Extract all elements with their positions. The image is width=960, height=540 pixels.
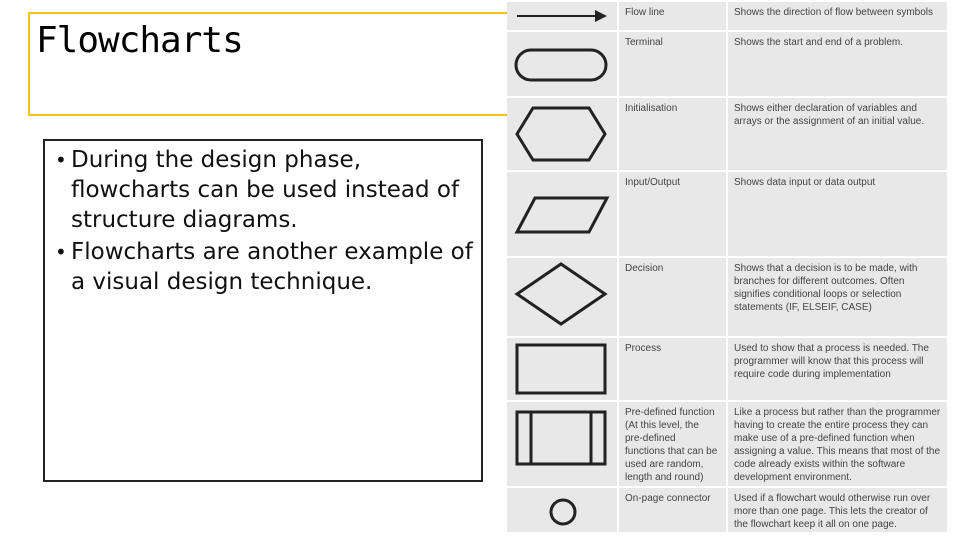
arrow-icon [507, 2, 615, 30]
symbol-name: Initialisation [617, 98, 724, 170]
diamond-icon [507, 258, 615, 336]
terminal-icon [507, 32, 615, 96]
title-box [28, 12, 528, 116]
slide-title: Flowcharts [36, 20, 243, 61]
table-row [507, 32, 947, 96]
symbol-name: Flow line [617, 2, 724, 30]
symbol-description: Shows that a decision is to be made, with branches for different outcomes. Often signifies conditional loops or selection statements (IF, ELSEIF, CASE) [726, 258, 947, 336]
bullet-item: • During the design phase, flowcharts can be used instead of structure diagrams. [71, 145, 481, 235]
table-row [507, 172, 947, 256]
hexagon-icon [507, 98, 615, 170]
symbol-name: Pre-defined function (At this level, the pre-defined functions that can be used are random, length and round) [617, 402, 724, 486]
flowchart-symbols-table [507, 2, 947, 532]
symbol-name: Terminal [617, 32, 724, 96]
symbol-description: Like a process but rather than the programmer having to create the entire process they can make use of a pre-defined function when assigning a value. This means that most of the code already exists within the software development environment. [726, 402, 947, 486]
table-row [507, 2, 947, 30]
content-box [43, 139, 483, 482]
rectangle-icon [507, 338, 615, 400]
symbol-description: Used if a flowchart would otherwise run over more than one page. This lets the creator of the flowchart keep it all on one page. [726, 488, 947, 532]
table-row [507, 402, 947, 486]
parallelogram-icon [507, 172, 615, 256]
table-row [507, 98, 947, 170]
symbol-description: Shows the start and end of a problem. [726, 32, 947, 96]
predefined-process-icon [507, 402, 615, 486]
symbol-description: Shows the direction of flow between symbols [726, 2, 947, 30]
symbol-description: Shows data input or data output [726, 172, 947, 256]
table-row [507, 488, 947, 532]
symbol-name: Decision [617, 258, 724, 336]
symbol-description: Shows either declaration of variables and arrays or the assignment of an initial value. [726, 98, 947, 170]
symbol-name: Process [617, 338, 724, 400]
circle-icon [507, 488, 615, 532]
symbol-name: On-page connector [617, 488, 724, 532]
table-row [507, 258, 947, 336]
symbol-description: Used to show that a process is needed. The programmer will know that this process will require code during implementation [726, 338, 947, 400]
table-row [507, 338, 947, 400]
symbol-name: Input/Output [617, 172, 724, 256]
bullet-list [45, 145, 481, 297]
bullet-item: • Flowcharts are another example of a visual design technique. [71, 237, 481, 297]
